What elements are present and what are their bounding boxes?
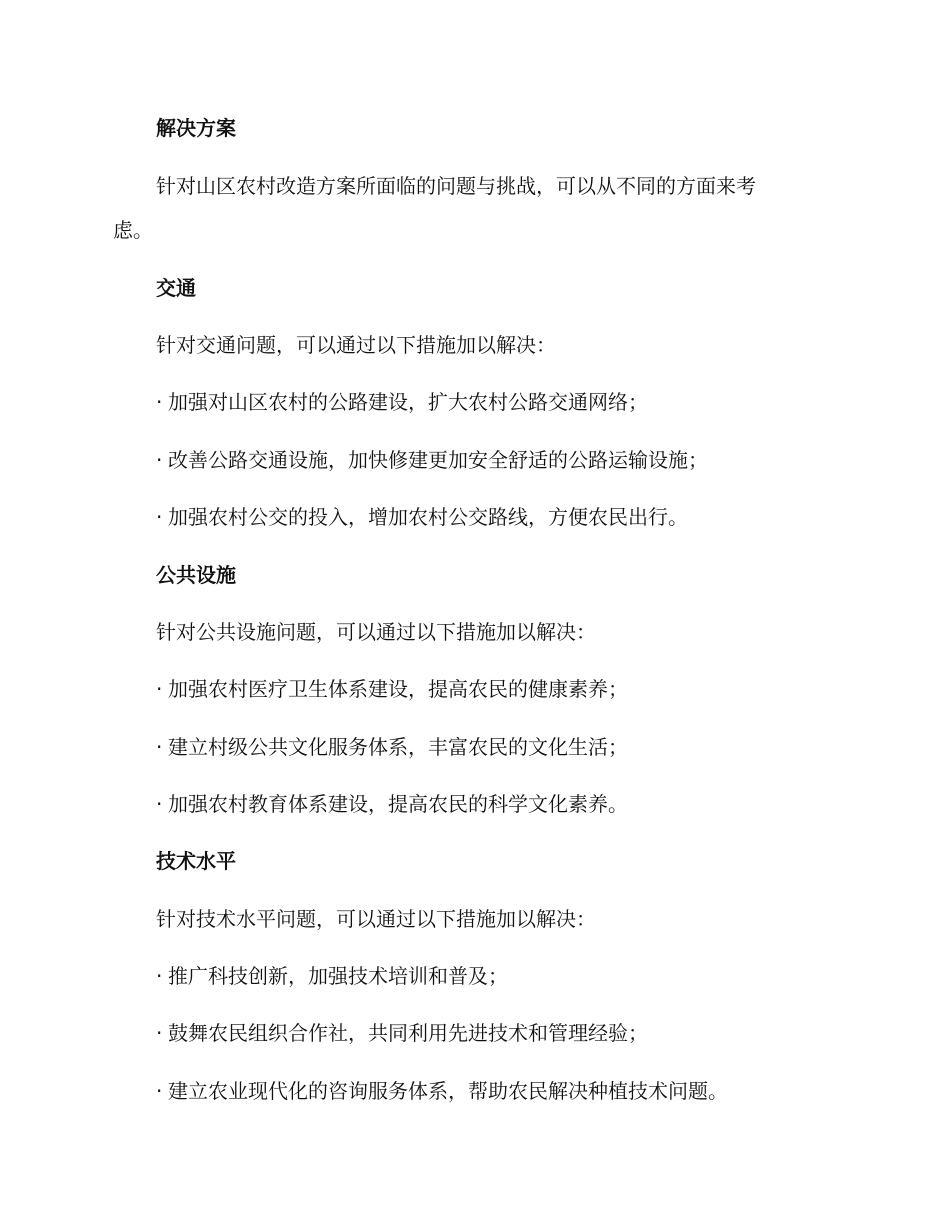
section-heading-solutions: 解决方案 (156, 116, 236, 140)
list-item (156, 675, 628, 703)
bullet-marker: · (156, 448, 163, 472)
bullet-marker: · (156, 1021, 163, 1045)
list-item-text: 加强农村公交的投入，增加农村公交路线，方便农民出行。 (168, 505, 688, 529)
list-item-text: 改善公路交通设施，加快修建更加安全舒适的公路运输设施； (168, 448, 708, 472)
bullet-marker: · (156, 390, 163, 414)
section-heading-technology: 技术水平 (156, 849, 236, 873)
bullet-marker: · (156, 505, 163, 529)
section-intro-technology: 针对技术水平问题，可以通过以下措施加以解决： (156, 907, 596, 931)
section-intro-solutions: 针对山区农村改造方案所面临的问题与挑战，可以从不同的方面来考 (156, 174, 756, 198)
list-item (156, 962, 508, 990)
bullet-marker: · (156, 964, 163, 988)
list-item-text: 鼓舞农民组织合作社，共同利用先进技术和管理经验； (168, 1021, 648, 1045)
bullet-marker: · (156, 735, 163, 759)
bullet-marker: · (156, 792, 163, 816)
list-item (156, 388, 648, 416)
section-intro-solutions-continued: 虑。 (113, 218, 153, 242)
list-item (156, 1077, 728, 1105)
list-item-text: 建立农业现代化的咨询服务体系，帮助农民解决种植技术问题。 (168, 1079, 728, 1103)
list-item-text: 加强农村医疗卫生体系建设，提高农民的健康素养； (168, 677, 628, 701)
bullet-marker: · (156, 677, 163, 701)
list-item-text: 建立村级公共文化服务体系，丰富农民的文化生活； (168, 735, 628, 759)
list-item-text: 加强农村教育体系建设，提高农民的科学文化素养。 (168, 792, 628, 816)
section-intro-transport: 针对交通问题，可以通过以下措施加以解决： (156, 333, 556, 357)
list-item (156, 1019, 648, 1047)
section-heading-transport: 交通 (156, 276, 196, 300)
list-item (156, 503, 688, 531)
list-item (156, 446, 708, 474)
list-item-text: 推广科技创新，加强技术培训和普及； (168, 964, 508, 988)
section-heading-public-facilities: 公共设施 (156, 563, 236, 587)
list-item-text: 加强对山区农村的公路建设，扩大农村公路交通网络； (168, 390, 648, 414)
list-item (156, 733, 628, 761)
bullet-marker: · (156, 1079, 163, 1103)
section-intro-public-facilities: 针对公共设施问题，可以通过以下措施加以解决： (156, 620, 596, 644)
list-item (156, 790, 628, 818)
